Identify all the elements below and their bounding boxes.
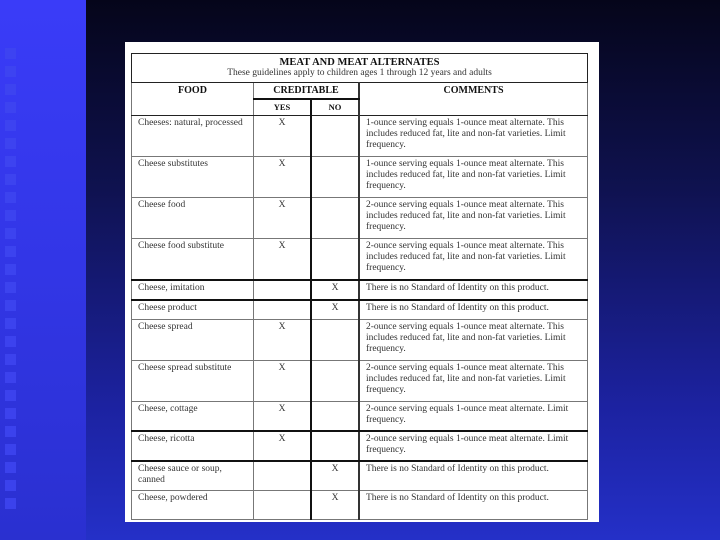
table-row [132, 491, 588, 520]
decorative-square [5, 372, 16, 383]
decorative-square [5, 210, 16, 221]
food-cell: Cheese, powdered [132, 491, 254, 520]
header-comments: COMMENTS [359, 83, 588, 116]
header-no: NO [311, 99, 359, 116]
yes-cell: X [254, 431, 312, 461]
decorative-square [5, 84, 16, 95]
yes-cell: X [254, 157, 312, 198]
comment-cell: There is no Standard of Identity on this product. [359, 491, 588, 520]
comment-cell: 2-ounce serving equals 1-ounce meat alternate. This includes reduced fat, lite and non-fat varieties. Limit frequency. [359, 320, 588, 361]
no-cell [311, 431, 359, 461]
decorative-square [5, 462, 16, 473]
yes-cell: X [254, 402, 312, 432]
yes-cell: X [254, 320, 312, 361]
comment-cell: 2-ounce serving equals 1-ounce meat alternate. This includes reduced fat, lite and non-fat varieties. Limit frequency. [359, 239, 588, 281]
header-yes: YES [254, 99, 312, 116]
no-cell [311, 320, 359, 361]
decorative-square [5, 66, 16, 77]
food-cell: Cheese spread [132, 320, 254, 361]
table-row [132, 157, 588, 198]
table-subtitle: These guidelines apply to children ages 1 through 12 years and adults [227, 68, 492, 78]
decorative-square [5, 318, 16, 329]
decorative-square [5, 336, 16, 347]
food-cell: Cheese product [132, 300, 254, 320]
no-cell [311, 157, 359, 198]
table-row [132, 431, 588, 461]
food-cell: Cheese, imitation [132, 280, 254, 300]
decorative-square [5, 246, 16, 257]
no-cell: X [311, 461, 359, 491]
no-cell: X [311, 491, 359, 520]
left-decorative-strip [0, 0, 86, 540]
decorative-square [5, 390, 16, 401]
comment-cell: There is no Standard of Identity on this product. [359, 461, 588, 491]
no-cell [311, 198, 359, 239]
no-cell [311, 239, 359, 281]
document-page [125, 42, 599, 522]
decorative-square [5, 264, 16, 275]
no-cell [311, 361, 359, 402]
food-cell: Cheese, ricotta [132, 431, 254, 461]
decorative-square [5, 408, 16, 419]
yes-cell [254, 280, 312, 300]
food-cell: Cheese spread substitute [132, 361, 254, 402]
table-row [132, 116, 588, 157]
comment-cell: 2-ounce serving equals 1-ounce meat alternate. Limit frequency. [359, 402, 588, 432]
decorative-square [5, 498, 16, 509]
decorative-square [5, 282, 16, 293]
table-row [132, 402, 588, 432]
decorative-square [5, 120, 16, 131]
no-cell: X [311, 300, 359, 320]
table-title: MEAT AND MEAT ALTERNATES [279, 57, 440, 68]
table-row [132, 239, 588, 281]
comment-cell: 2-ounce serving equals 1-ounce meat alternate. Limit frequency. [359, 431, 588, 461]
decorative-square [5, 228, 16, 239]
food-cell: Cheese, cottage [132, 402, 254, 432]
decorative-square [5, 192, 16, 203]
food-cell: Cheese food substitute [132, 239, 254, 281]
table-row [132, 198, 588, 239]
no-cell: X [311, 280, 359, 300]
decorative-square [5, 300, 16, 311]
comment-cell: 2-ounce serving equals 1-ounce meat alternate. This includes reduced fat, lite and non-fat varieties. Limit frequency. [359, 361, 588, 402]
decorative-square [5, 354, 16, 365]
yes-cell: X [254, 198, 312, 239]
yes-cell [254, 461, 312, 491]
food-cell: Cheese sauce or soup, canned [132, 461, 254, 491]
table-row [132, 280, 588, 300]
decorative-square [5, 102, 16, 113]
yes-cell: X [254, 116, 312, 157]
food-cell: Cheese food [132, 198, 254, 239]
decorative-square [5, 426, 16, 437]
food-cell: Cheese substitutes [132, 157, 254, 198]
yes-cell: X [254, 239, 312, 281]
no-cell [311, 402, 359, 432]
comment-cell: There is no Standard of Identity on this product. [359, 300, 588, 320]
yes-cell [254, 300, 312, 320]
decorative-square [5, 480, 16, 491]
decorative-square [5, 156, 16, 167]
table-row [132, 320, 588, 361]
decorative-square [5, 138, 16, 149]
table-title-cell [132, 54, 588, 83]
no-cell [311, 116, 359, 157]
table-row [132, 361, 588, 402]
comment-cell: 2-ounce serving equals 1-ounce meat alternate. This includes reduced fat, lite and non-fat varieties. Limit frequency. [359, 198, 588, 239]
food-cell: Cheeses: natural, processed [132, 116, 254, 157]
table-row [132, 300, 588, 320]
comment-cell: 1-ounce serving equals 1-ounce meat alternate. This includes reduced fat, lite and non-fat varieties. Limit frequency. [359, 116, 588, 157]
table-row [132, 461, 588, 491]
yes-cell: X [254, 361, 312, 402]
decorative-square [5, 174, 16, 185]
decorative-square [5, 48, 16, 59]
comment-cell: There is no Standard of Identity on this product. [359, 280, 588, 300]
yes-cell [254, 491, 312, 520]
comment-cell: 1-ounce serving equals 1-ounce meat alternate. This includes reduced fat, lite and non-fat varieties. Limit frequency. [359, 157, 588, 198]
header-food: FOOD [132, 83, 254, 116]
header-creditable: CREDITABLE [254, 83, 360, 100]
decorative-square [5, 444, 16, 455]
meat-alternates-table [131, 53, 588, 520]
